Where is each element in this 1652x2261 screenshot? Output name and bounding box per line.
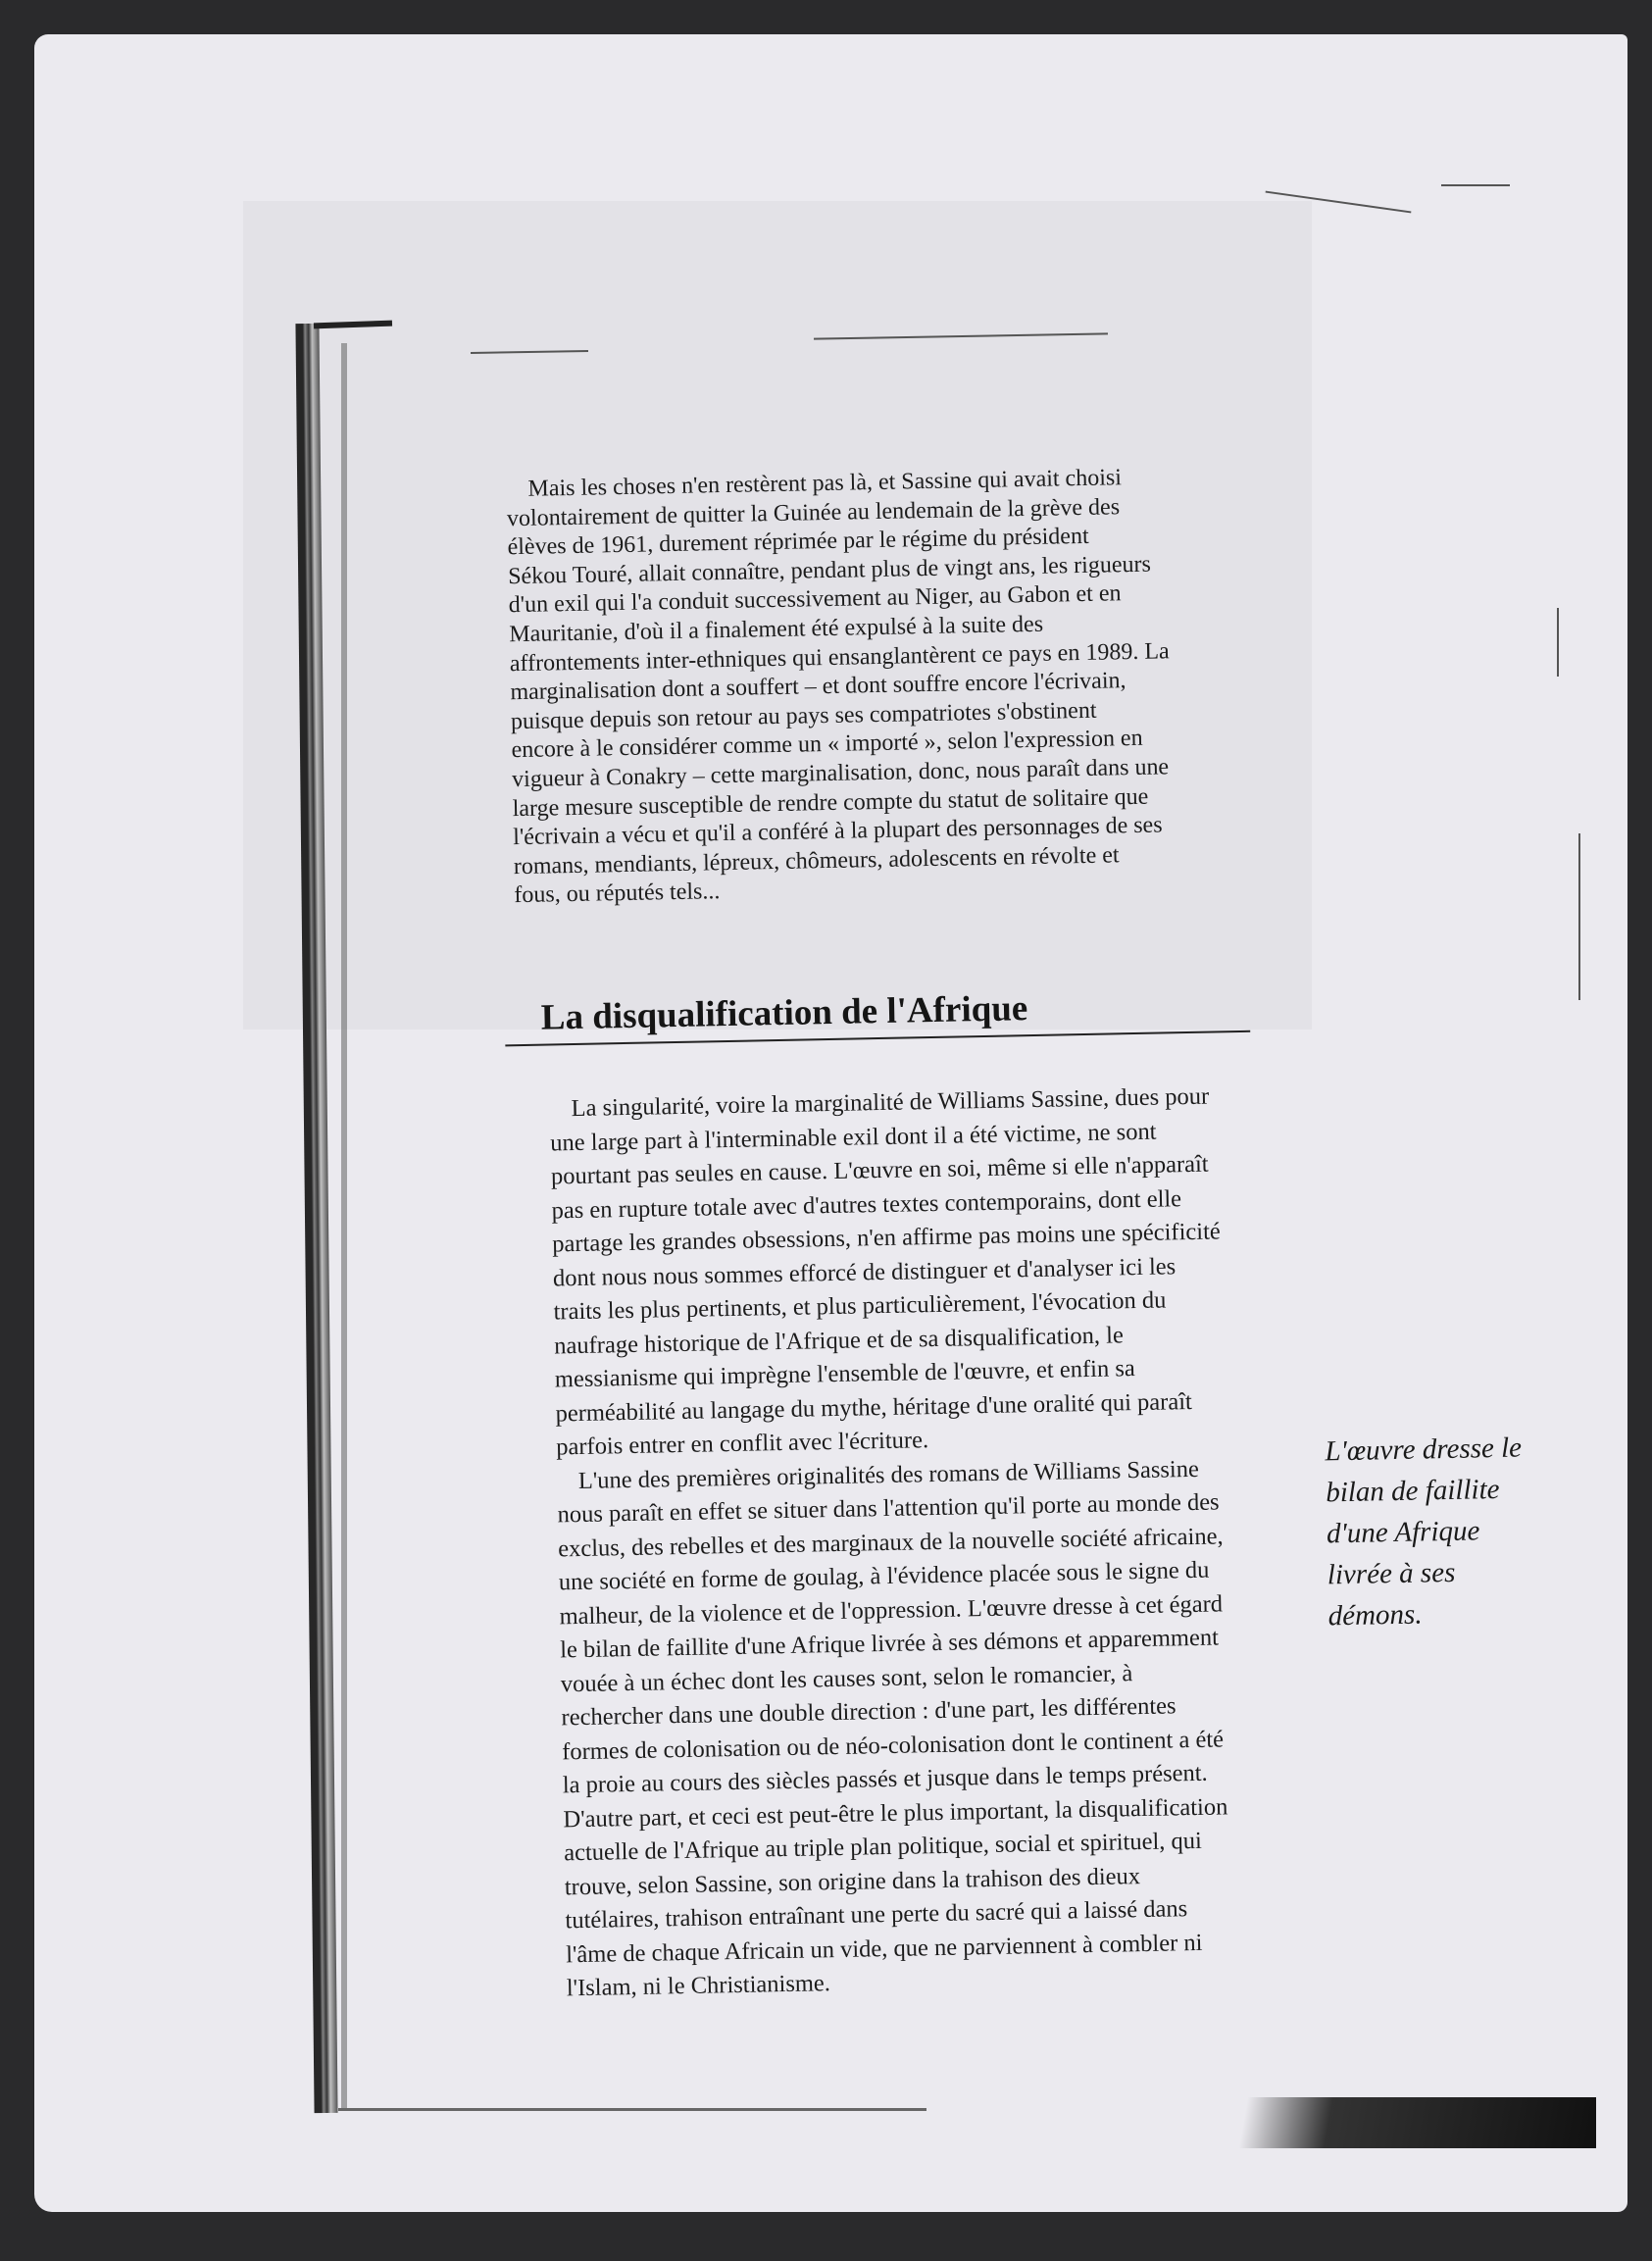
text-line: L'œuvre dresse le — [1325, 1432, 1523, 1468]
text-line: d'une Afrique — [1326, 1515, 1480, 1550]
text-line: Mais les choses n'en restèrent pas là, et Sassine qui avait choisi — [527, 465, 1123, 502]
text-line: dont nous nous sommes efforcé de distinguer et d'analyser ici les — [552, 1252, 1176, 1291]
text-line: rechercher dans une double direction : d'une part, les différentes — [561, 1692, 1176, 1732]
text-line: affrontements inter-ethniques qui ensanglantèrent ce pays en 1989. La — [509, 637, 1170, 677]
text-line: formes de colonisation ou de néo-colonisation dont le continent a été — [561, 1725, 1225, 1765]
text-line: vigueur à Conakry – cette marginalisation, donc, nous paraît dans une — [511, 754, 1170, 793]
text-line: livrée à ses — [1327, 1556, 1456, 1591]
text-line: messianisme qui imprègne l'ensemble de l'œuvre, et enfin sa — [554, 1355, 1135, 1393]
text-line: L'une des premières originalités des romans de Williams Sassine — [577, 1455, 1200, 1494]
text-line: élèves de 1961, durement réprimée par le régime du président — [507, 524, 1089, 561]
text-line: naufrage historique de l'Afrique et de sa disqualification, le — [553, 1321, 1125, 1359]
text-line: Sékou Touré, allait connaître, pendant plus de vingt ans, les rigueurs — [507, 551, 1152, 589]
text-line: exclus, des rebelles et des marginaux de la nouvelle société africaine, — [557, 1522, 1224, 1562]
text-line: la proie au cours des siècles passés et jusque dans le temps présent. — [562, 1759, 1208, 1799]
section-heading: La disqualification de l'Afrique — [540, 988, 1028, 1038]
text-line: l'Islam, ni le Christianisme. — [566, 1970, 831, 2002]
text-line: le bilan de faillite d'une Afrique livrée à ses démons et apparemment — [559, 1624, 1220, 1664]
text-line: marginalisation dont a souffert – et dont souffre encore l'écrivain, — [510, 668, 1126, 706]
text-line: Mauritanie, d'où il a finalement été expulsé à la suite des — [509, 611, 1044, 648]
text-line: volontairement de quitter la Guinée au lendemain de la grève des — [506, 493, 1121, 531]
text-line: large mesure susceptible de rendre compte du statut de solitaire que — [512, 783, 1149, 822]
text-line: pas en rupture totale avec d'autres textes contemporains, dont elle — [551, 1184, 1182, 1224]
text-line: vouée à un échec dont les causes sont, selon le romancier, à — [560, 1659, 1133, 1697]
text-line: l'âme de chaque Africain un vide, que ne parviennent à combler ni — [565, 1929, 1203, 1968]
text-line: une large part à l'interminable exil dont il a été victime, ne sont — [550, 1118, 1157, 1156]
text-line: bilan de faillite — [1325, 1473, 1500, 1509]
text-line: fous, ou réputés tels... — [514, 879, 721, 909]
text-line: puisque depuis son retour au pays ses compatriotes s'obstinent — [510, 697, 1097, 734]
text-line: une société en forme de goulag, à l'évidence placée sous le signe du — [558, 1556, 1210, 1596]
text-line: traits les plus pertinents, et plus particulièrement, l'évocation du — [553, 1286, 1167, 1326]
text-line: La singularité, voire la marginalité de Williams Sassine, dues pour — [571, 1082, 1210, 1123]
text-line: D'autre part, et ceci est peut-être le plus important, la disqualification — [563, 1792, 1228, 1833]
text-line: tutélaires, trahison entraînant une perte du sacré qui a laissé dans — [565, 1895, 1188, 1934]
text-line: parfois entrer en conflit avec l'écriture. — [555, 1427, 929, 1461]
text-line: malheur, de la violence et de l'oppression. L'œuvre dresse à cet égard — [559, 1589, 1224, 1630]
text-line: encore à le considérer comme un « importé », selon l'expression en — [511, 726, 1143, 764]
text-line: romans, mendiants, lépreux, chômeurs, adolescents en révolte et — [513, 842, 1120, 879]
text-line: partage les grandes obsessions, n'en affirme pas moins une spécificité — [552, 1218, 1222, 1258]
text-line: pourtant pas seules en cause. L'œuvre en soi, même si elle n'apparaît — [550, 1150, 1209, 1190]
text-line: l'écrivain a vécu et qu'il a conféré à la plupart des personnages de ses — [513, 812, 1163, 851]
paragraph-1 — [506, 463, 1174, 911]
text-line: d'un exil qui l'a conduit successivement au Niger, au Gabon et en — [508, 580, 1122, 619]
text-line: trouve, selon Sassine, son origine dans la trahison des dieux — [564, 1862, 1141, 1900]
text-line: actuelle de l'Afrique au triple plan politique, social et spirituel, qui — [563, 1827, 1203, 1867]
paragraph-2-3 — [549, 1080, 1234, 2005]
text-line: démons. — [1327, 1598, 1423, 1633]
text-line: nous paraît en effet se situer dans l'attention qu'il porte au monde des — [557, 1488, 1220, 1529]
text-line: perméabilité au langage du mythe, héritage d'une oralité qui paraît — [555, 1387, 1193, 1427]
pull-quote — [1325, 1428, 1526, 1637]
